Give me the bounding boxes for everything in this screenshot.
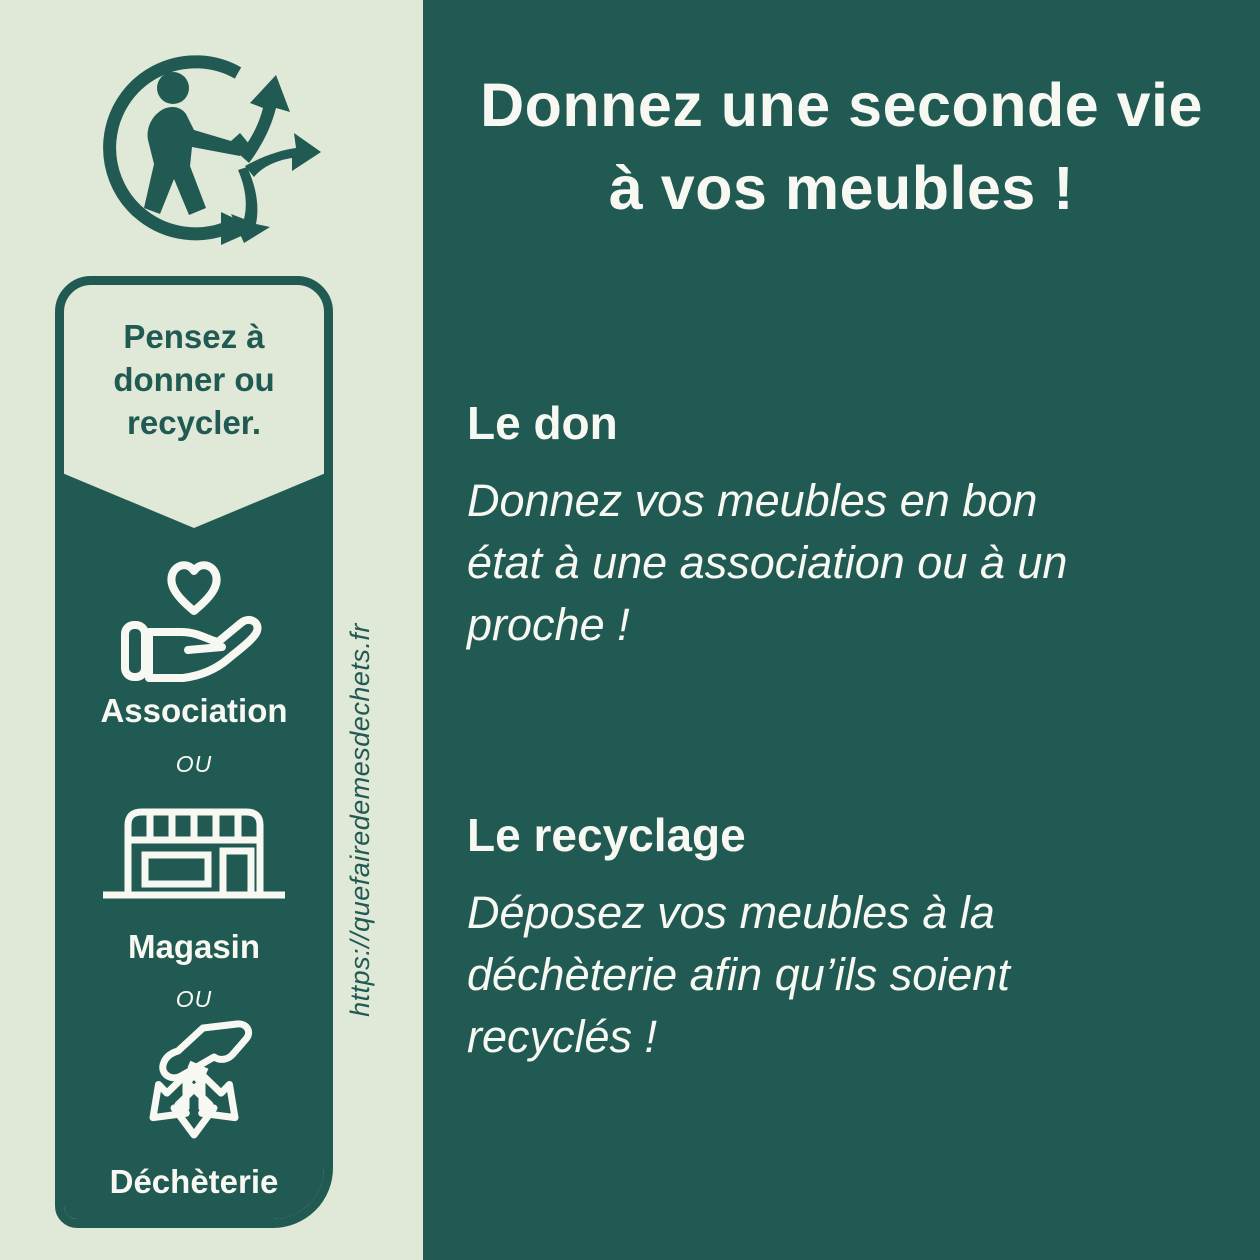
body-line: état à une association ou à un	[467, 537, 1068, 588]
section-heading-recyclage: Le recyclage	[467, 809, 746, 861]
banner-line: recycler.	[127, 404, 261, 441]
body-line: recyclés !	[467, 1011, 658, 1062]
body-line: proche !	[467, 599, 630, 650]
body-line: Donnez vos meubles en bon	[467, 475, 1038, 526]
body-line: Déposez vos meubles à la	[467, 887, 995, 938]
banner-line: Pensez à	[123, 318, 265, 355]
body-line: déchèterie afin qu’ils soient	[467, 949, 1010, 1000]
title-line: à vos meubles !	[608, 154, 1075, 222]
website-url[interactable]: https://quefairedemesdechets.fr	[345, 623, 375, 1017]
separator-ou: OU	[175, 751, 213, 777]
store-icon	[99, 798, 289, 908]
destination-label-magasin: Magasin	[127, 928, 261, 965]
title-line: Donnez une seconde vie	[480, 71, 1203, 139]
left-column	[0, 0, 423, 1260]
destination-label-association: Association	[100, 692, 288, 729]
heart-in-hand-icon	[118, 548, 270, 686]
content-panel	[423, 0, 1260, 1260]
separator-ou: OU	[175, 986, 213, 1012]
donate-or-recycle-card	[55, 276, 333, 1228]
card-banner	[64, 315, 324, 444]
sorting-hand-icon	[119, 1020, 269, 1160]
banner-line: donner ou	[113, 361, 275, 398]
page-title	[423, 64, 1260, 230]
destination-label-decheterie: Déchèterie	[109, 1163, 279, 1200]
section-body-don	[467, 470, 1067, 656]
triman-recycling-logo	[93, 42, 321, 257]
section-body-recyclage	[467, 882, 1010, 1068]
section-heading-don: Le don	[467, 397, 618, 449]
